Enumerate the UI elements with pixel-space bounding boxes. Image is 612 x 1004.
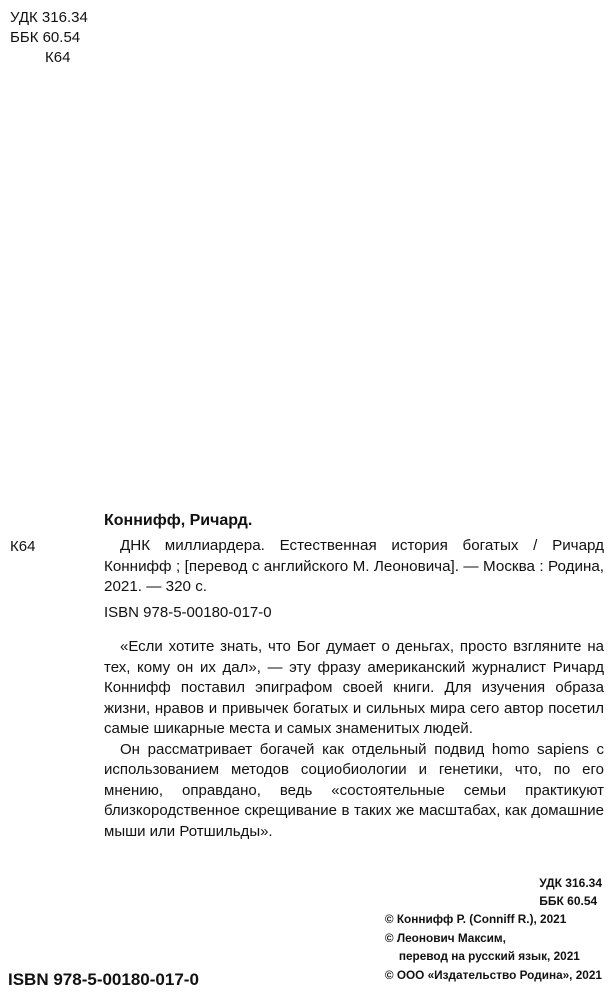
side-author-mark: К64 <box>10 538 36 555</box>
annotation-paragraph: «Если хотите знать, что Бог думает о деньгах, просто взгляните на тех, кому он их дал», — эту фразу американский журналист Ричард Коннифф поставил эпиграфом своей книги. Для изучения образа жизни, нравов и привычек богатых и сильных мира сего автор посетил самые шикарные места и самых знаменитых людей. <box>104 638 604 737</box>
copyright-line: © ООО «Издательство Родина», 2021 <box>384 967 602 982</box>
bbk-code-bottom: ББК 60.54 <box>539 894 598 908</box>
bibliographic-description: ДНК миллиардера. Естественная история богатых / Ричард Коннифф ; [перевод с английского М. Леоновича]. — Москва : Родина, 2021. — 320 с. <box>104 537 604 595</box>
author-heading: Коннифф, Ричард. <box>104 512 253 529</box>
copyright-block <box>385 910 602 984</box>
bbk-code: ББК 60.54 <box>10 29 81 46</box>
bottom-classification-codes <box>539 874 602 910</box>
author-mark: К64 <box>45 49 71 66</box>
annotation-paragraph: Он рассматривает богачей как отдельный подвид homo sapiens с использованием методов социобиологии и генетики, что, по его мнению, оправдано, ведь «состоятельные семьи практикуют близкородственное скрещивание в таких же масштабах, как домашние мыши или Ротшильды». <box>104 740 604 840</box>
copyright-line: © Леонович Максим, <box>384 930 506 945</box>
copyright-line: перевод на русский язык, 2021 <box>398 949 580 963</box>
top-classification-codes <box>10 8 88 68</box>
annotation <box>104 637 604 842</box>
udk-code-bottom: УДК 316.34 <box>539 876 602 890</box>
udk-code: УДК 316.34 <box>10 9 88 26</box>
isbn-entry: ISBN 978-5-00180-017-0 <box>104 604 272 621</box>
isbn-bottom: ISBN 978-5-00180-017-0 <box>8 970 199 989</box>
copyright-line: © Коннифф Р. (Conniff R.), 2021 <box>384 912 567 926</box>
